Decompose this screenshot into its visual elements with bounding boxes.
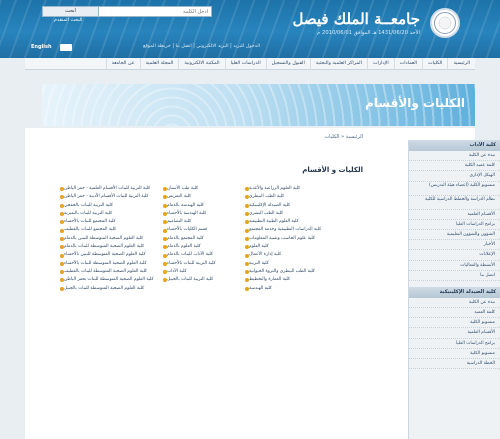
search-box <box>42 6 212 17</box>
college-link[interactable]: كلية العلوم بالدمام <box>160 243 270 251</box>
colleges-column-3 <box>57 185 175 293</box>
bullet-icon <box>60 254 64 258</box>
college-link[interactable]: كلية المجتمع بالدمام <box>160 235 270 243</box>
college-link[interactable]: كلية العلوم الصحية المتوسطة للبنين بالأحساء <box>57 251 175 259</box>
college-link[interactable]: كلية علوم الحاسب وتقنية المعلومات <box>242 235 362 243</box>
nav-item[interactable]: عن الجامعة <box>106 58 140 70</box>
colleges-column-2 <box>160 185 270 285</box>
utility-links[interactable]: الدخول للبريد | البريد الالكتروني | اتصل بنا | خريطة الموقع <box>142 44 260 49</box>
sidebar-item[interactable]: الأقسام العلمية <box>409 210 500 220</box>
college-link[interactable]: كلية المجتمع للبنات بالأحساء <box>57 218 175 226</box>
college-link[interactable]: كلية التربية للبنات الأقسام الأدبية - حفر الباطن <box>57 193 175 201</box>
search-input[interactable] <box>101 7 211 16</box>
breadcrumb[interactable]: الرئيسية « الكليات <box>324 134 363 140</box>
college-link[interactable]: كلية الهندسة بالأحساء <box>160 210 270 218</box>
college-link[interactable]: كلية العلوم الطبية التطبيقية <box>242 218 362 226</box>
college-link[interactable]: كلية إدارة الأعمال <box>242 251 362 259</box>
main-nav <box>25 58 475 70</box>
sidebar-item[interactable]: الأقسام العلمية <box>409 328 500 338</box>
college-link[interactable]: كلية الطب البيطري والثروة الحيوانية <box>242 268 362 276</box>
logo-emblem-icon <box>434 12 456 34</box>
page-title: الكليات و الأقسام <box>302 166 363 174</box>
sidebar-item[interactable]: نبذة عن الكلية <box>409 298 500 308</box>
college-link[interactable]: كلية العلوم الصحية المتوسطة للبنات بالقطيف <box>57 268 175 276</box>
nav-item[interactable]: الكليات <box>422 58 447 70</box>
sidebar-item[interactable]: كلمة عميد الكلية <box>409 161 500 171</box>
lang-english-link[interactable]: English <box>31 44 52 50</box>
nav-item[interactable]: الرئيسية <box>447 58 475 70</box>
college-link[interactable]: كلية الطب البشري <box>242 210 362 218</box>
sidebar-section-title[interactable]: كلية الصيدلة الإكلينيكية <box>409 287 500 298</box>
sidebar-item[interactable]: الخطة الدراسية <box>409 359 500 369</box>
sidebar-item[interactable]: كلمة العميد <box>409 308 500 318</box>
college-link[interactable]: كلية التمريض <box>160 193 270 201</box>
sidebar-item[interactable]: منسوبو الكلية (أعضاء هيئة التدريس) <box>409 182 500 196</box>
university-logo[interactable] <box>430 8 460 38</box>
college-link[interactable]: كلية العلوم <box>242 243 362 251</box>
sidebar-item[interactable]: برامج الدراسات العليا <box>409 339 500 349</box>
college-link[interactable]: كلية الهندسة <box>242 285 362 293</box>
sidebar-item[interactable]: نبذة عن الكلية <box>409 151 500 161</box>
college-link[interactable]: كلية العلوم الصحية المتوسطة للبنات بالأحساء <box>57 260 175 268</box>
banner-title: الكليات والأقسام <box>364 96 465 110</box>
bullet-icon <box>60 237 64 241</box>
nav-item[interactable]: الدراسات العليا <box>225 58 266 70</box>
sidebar-section-title[interactable]: كلية الآداب <box>409 140 500 151</box>
college-link[interactable]: كلية العلوم الصحية المتوسطة للبنات بحفر الباطن <box>57 276 175 284</box>
bullet-icon <box>60 229 64 233</box>
college-link[interactable]: كلية التربية للبنات بالجبيل <box>160 276 270 284</box>
college-link[interactable]: كلية الآداب <box>160 268 270 276</box>
college-link[interactable]: كلية التصاميم <box>160 218 270 226</box>
sidebar-item[interactable]: الشؤون والشؤون التعليمية <box>409 230 500 240</box>
nav-item[interactable]: القبول والتسجيل <box>266 58 310 70</box>
college-link[interactable]: كلية الآداب للبنات بالدمام <box>160 251 270 259</box>
section-banner <box>42 84 475 126</box>
college-link[interactable]: كلية المجتمع للبنات بالقطيف <box>57 226 175 234</box>
advanced-search-link[interactable]: البحث المتقدم <box>54 18 83 23</box>
college-link[interactable]: كلية الطب البيطري <box>242 193 362 201</box>
nav-item[interactable]: المراكز العلمية والبحثية <box>310 58 367 70</box>
sidebar-item[interactable]: منسوبو الكلية <box>409 349 500 359</box>
bullet-icon <box>60 287 64 291</box>
college-link[interactable]: كلية التربية <box>242 260 362 268</box>
college-link[interactable]: كلية العلوم الصحية المتوسطة للبنات بالدمام <box>57 243 175 251</box>
college-link[interactable]: كلية الصيدلة الإكلينيكية <box>242 202 362 210</box>
sidebar-item[interactable]: الأنشطة والفعاليات <box>409 261 500 271</box>
bullet-icon <box>245 287 249 291</box>
bullet-icon <box>60 212 64 216</box>
nav-item[interactable]: المجلة العلمية <box>140 58 179 70</box>
sidebar-item[interactable]: اتصل بنا <box>409 271 500 281</box>
sidebar-item[interactable]: منسوبو الكلية <box>409 318 500 328</box>
college-link[interactable]: كلية التربية للبنات الأقسام العلمية - حفر الباطن <box>57 185 175 193</box>
sidebar <box>408 140 500 439</box>
language-toggle[interactable] <box>60 44 72 51</box>
college-link[interactable]: قسم الكليات بالأحساء <box>160 226 270 234</box>
college-link[interactable]: كلية العمارة والتخطيط <box>242 276 362 284</box>
bullet-icon <box>60 262 64 266</box>
college-link[interactable]: كلية التربية للبنات بالأحساء <box>160 260 270 268</box>
college-link[interactable]: كلية العلوم الزراعية والأغذية <box>242 185 362 193</box>
date-line: الأحد 1431/06/20 هـ الموافق 2010/06/01 م <box>317 30 420 36</box>
bullet-icon <box>60 204 64 208</box>
college-link[interactable]: كلية التربية للبنات بالخفجي <box>57 202 175 210</box>
nav-item[interactable]: المكتبة الالكترونية <box>178 58 224 70</box>
sidebar-item[interactable]: الإعلانات <box>409 250 500 260</box>
sidebar-item[interactable]: الأخبار <box>409 240 500 250</box>
utility-bar <box>0 40 500 58</box>
college-link[interactable]: كلية الهندسة بالدمام <box>160 202 270 210</box>
sidebar-item[interactable]: الهيكل الإداري <box>409 171 500 181</box>
sidebar-item[interactable]: برامج الدراسات العليا <box>409 220 500 230</box>
nav-item[interactable]: العمادات <box>394 58 422 70</box>
college-link[interactable]: كلية طب الأسنان <box>160 185 270 193</box>
college-link[interactable]: كلية الدراسات التطبيقية وخدمة المجتمع <box>242 226 362 234</box>
search-button[interactable]: ابحث <box>43 7 99 16</box>
college-link[interactable]: كلية العلوم الصحية المتوسطة للبنات بالجبيل <box>57 285 175 293</box>
college-link[interactable]: كلية العلوم الصحية المتوسطة للبنين بالدمام <box>57 235 175 243</box>
nav-item[interactable]: الإدارات <box>367 58 394 70</box>
college-link[interactable]: كلية التربية للبنات بالنعيرية <box>57 210 175 218</box>
site-header <box>0 0 500 58</box>
sidebar-item[interactable]: نظام الدراسة والخطط الدراسية للكلية <box>409 196 500 210</box>
university-name[interactable]: جامعــة الملك فيصل <box>292 10 420 28</box>
